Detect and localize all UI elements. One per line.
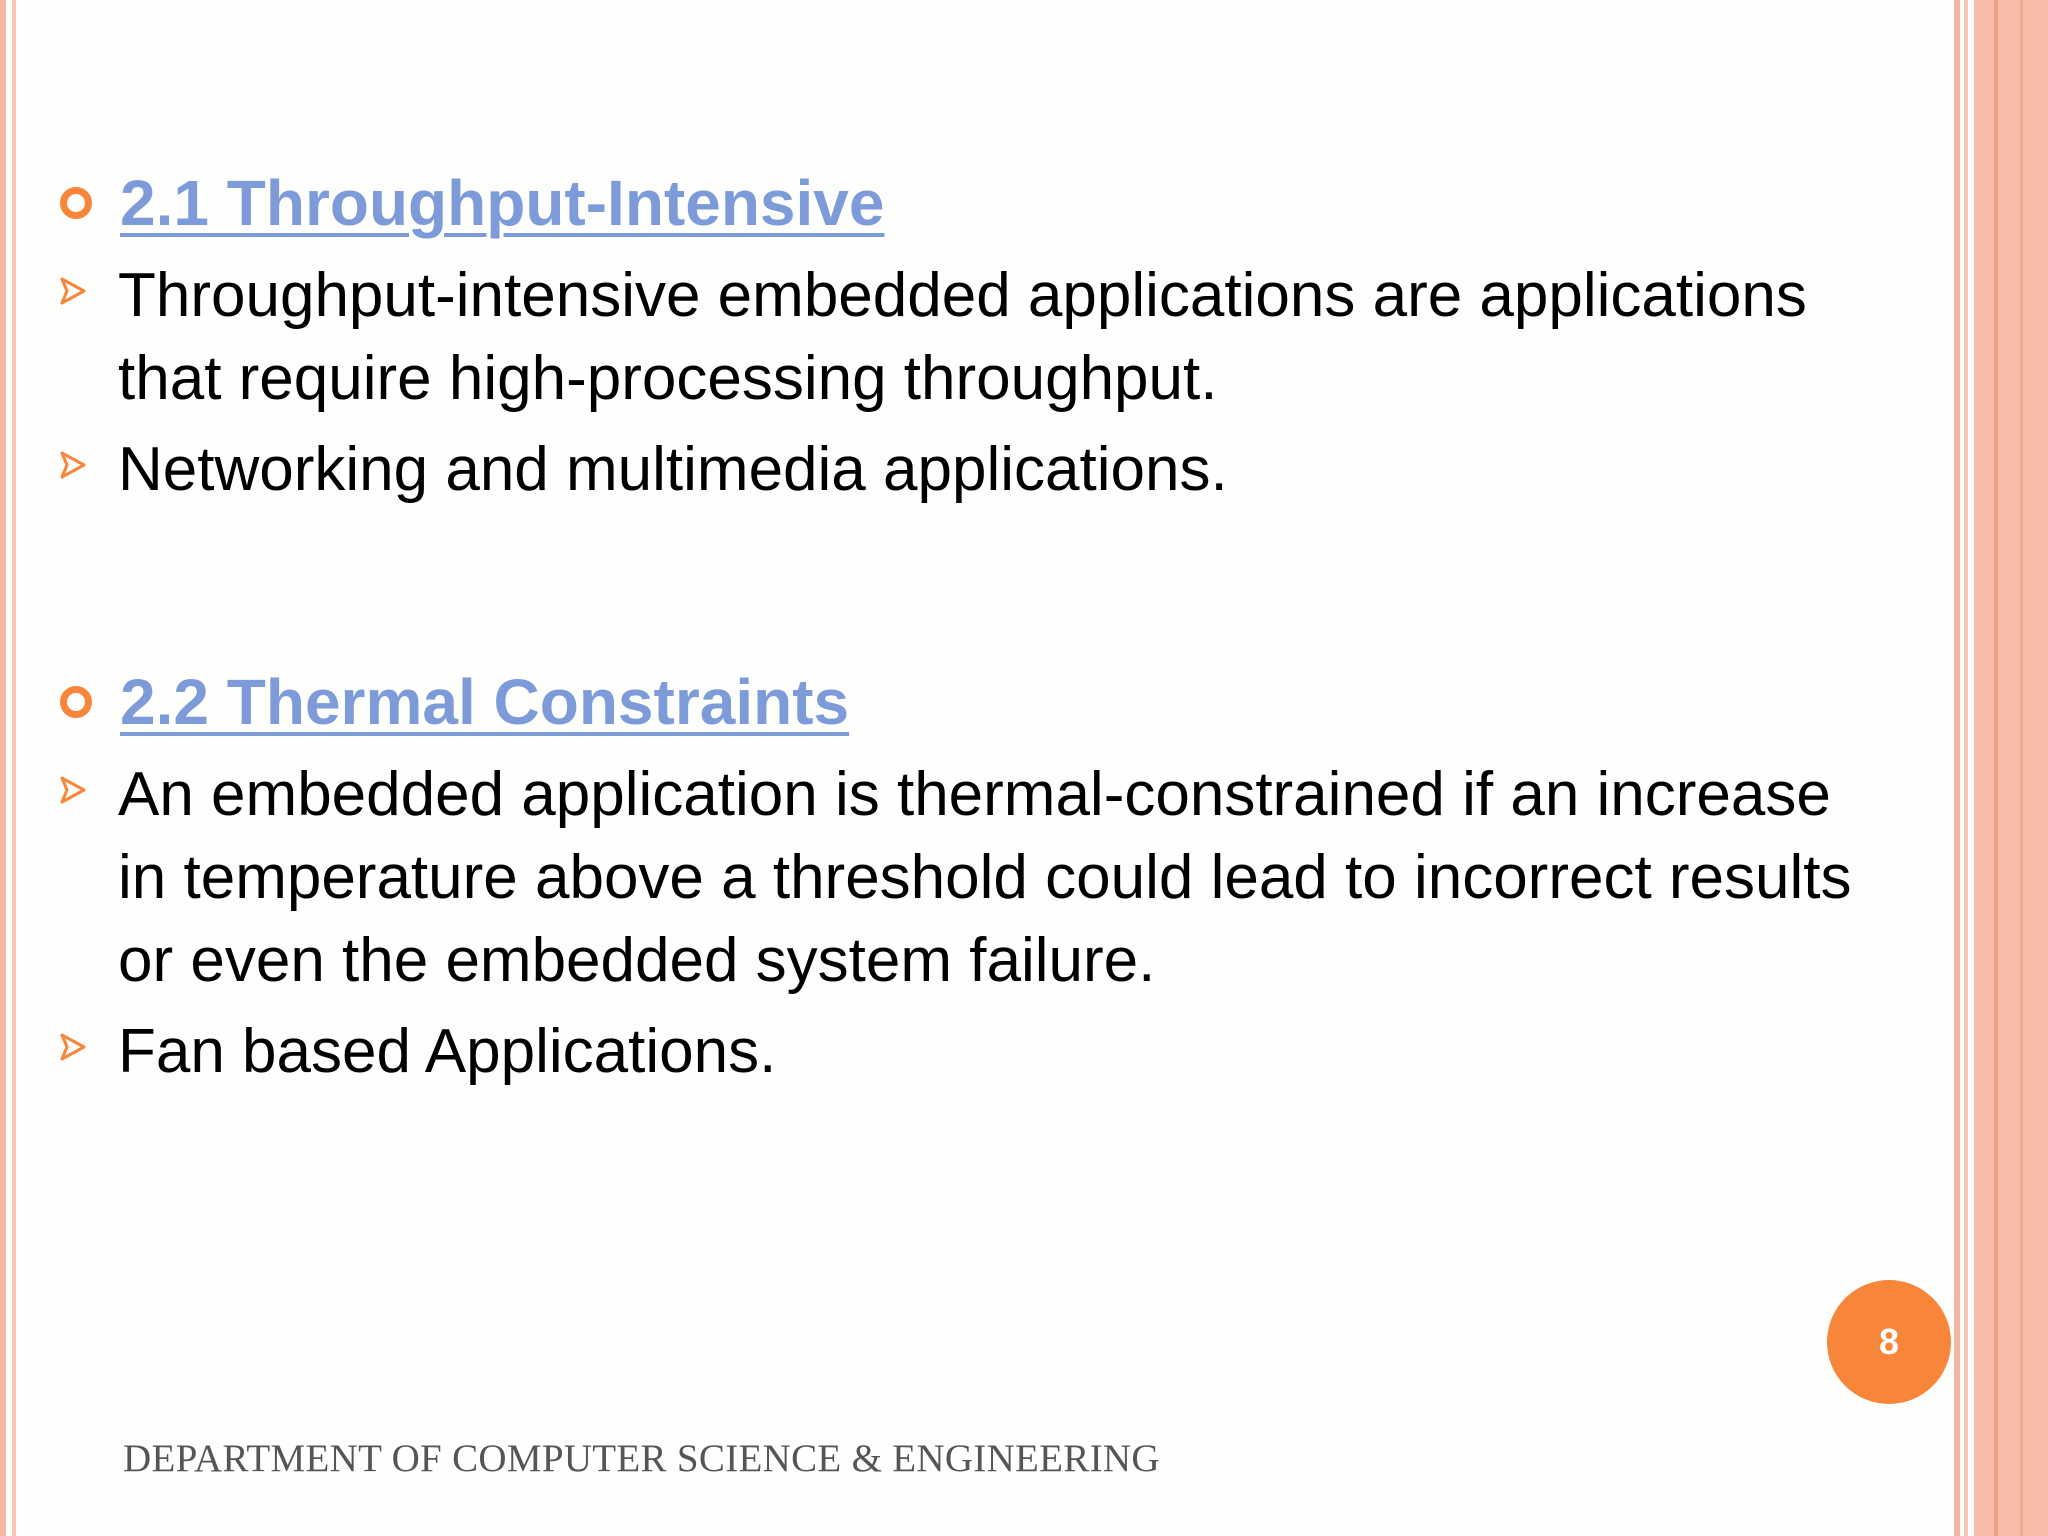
right-border-stripe xyxy=(1994,0,1998,1536)
footer-department: DEPARTMENT OF COMPUTER SCIENCE & ENGINEERING xyxy=(123,1437,1160,1480)
bullet-point-text: Throughput-intensive embedded applications are applications that require high-processing throughput. xyxy=(118,261,1807,413)
bullet-point-text: Fan based Applications. xyxy=(118,1017,777,1086)
bullet-point-text: Networking and multimedia applications. xyxy=(118,435,1228,504)
section-heading-text: 2.1 Throughput-Intensive xyxy=(120,167,885,239)
ring-bullet-icon xyxy=(60,686,92,718)
section-heading-thermal xyxy=(60,659,1940,745)
right-border-band xyxy=(1974,0,2048,1536)
page-number-badge: 8 xyxy=(1827,1280,1951,1404)
section-spacer xyxy=(60,511,1940,659)
slide-content xyxy=(60,160,1940,1093)
arrow-bullet-icon xyxy=(60,1010,118,1067)
left-border-stripe xyxy=(12,0,16,1536)
arrow-bullet-icon xyxy=(60,428,118,485)
arrow-bullet-icon xyxy=(60,753,118,810)
section-heading-text: 2.2 Thermal Constraints xyxy=(120,666,850,738)
right-border-stripe xyxy=(1954,0,1960,1536)
bullet-point xyxy=(60,428,1940,511)
ring-bullet-icon xyxy=(60,187,92,219)
bullet-point xyxy=(60,753,1940,1002)
arrow-bullet-icon xyxy=(60,254,118,311)
left-border-stripe xyxy=(0,0,6,1536)
bullet-point xyxy=(60,1010,1940,1093)
bullet-point-text: An embedded application is thermal-constrained if an increase in temperature above a threshold could lead to incorrect results or even the embedded system failure. xyxy=(118,760,1852,995)
right-border-stripe xyxy=(2020,0,2023,1536)
bullet-point xyxy=(60,254,1940,420)
right-border-stripe xyxy=(1964,0,1968,1536)
section-heading-throughput xyxy=(60,160,1940,246)
